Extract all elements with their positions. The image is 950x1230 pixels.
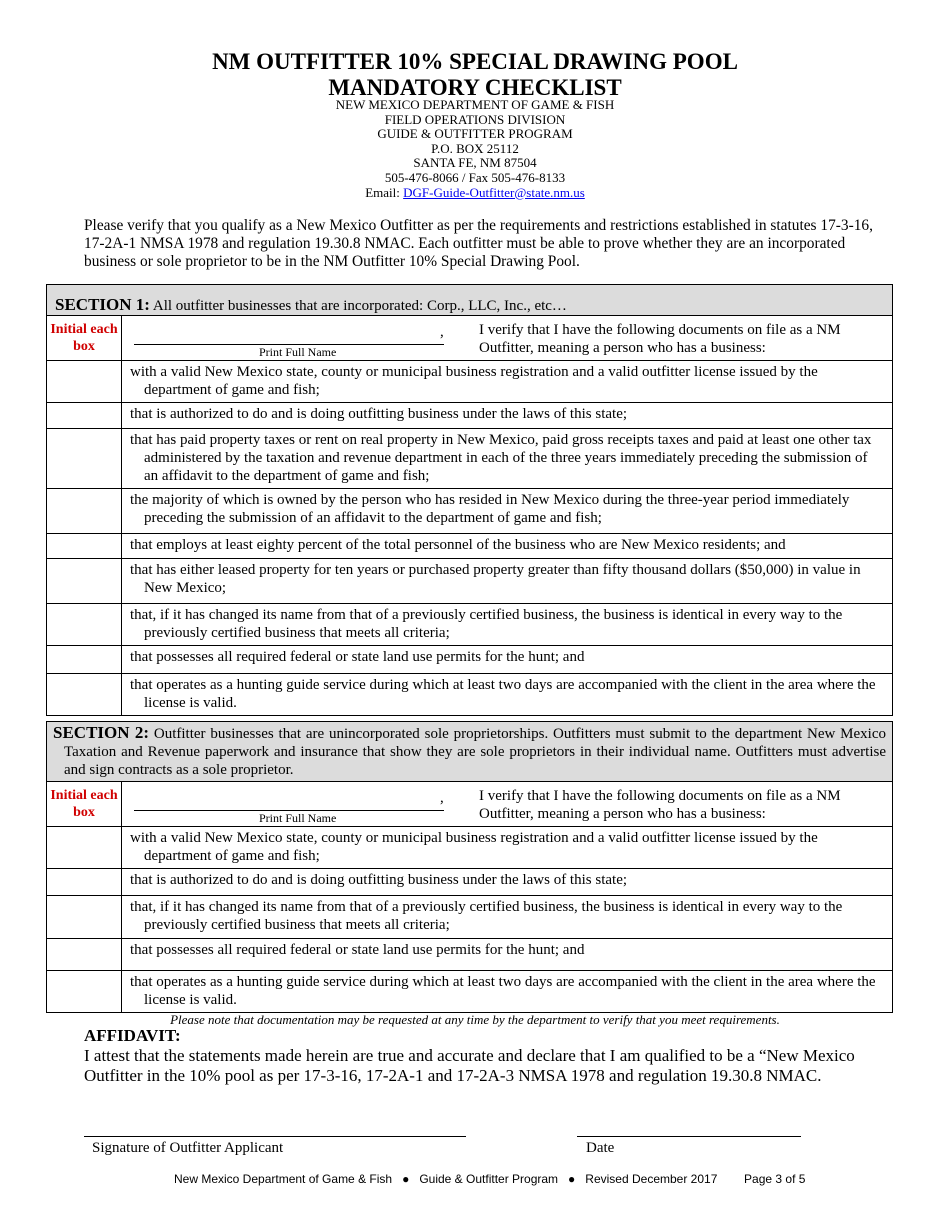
section2-description: Outfitter businesses that are unincorporated sole proprietorships. Outfitters must submit to the department New Mexico Taxation and Revenue paperwork and insurance that show they are sole proprietors in their individual name. Outfitters must advertise and sign contracts as a sole proprietor. xyxy=(64,726,887,778)
signature-label: Signature of Outfitter Applicant xyxy=(92,1140,284,1156)
email-label: Email: xyxy=(365,184,404,200)
section2-header xyxy=(47,722,893,782)
section1-table xyxy=(46,284,893,716)
intro-paragraph: Please verify that you qualify as a New Mexico Outfitter as per the requirements and restrictions established in statutes 17-3-16, 17-2A-1 NMSA 1978 and regulation 19.30.8 NMAC. Each outfitter must be able to prove whether they are an incorporated business or sole proprietor to be in the NM Outfitter 10% Special Drawing Pool. xyxy=(84,217,873,270)
signature-line[interactable] xyxy=(84,1136,466,1137)
initial-header: Initial each box xyxy=(47,316,122,361)
date-label: Date xyxy=(586,1140,615,1156)
section1-description: All outfitter businesses that are incorporated: Corp., LLC, Inc., etc… xyxy=(152,298,567,314)
documentation-note: Please note that documentation may be requested at any time by the department to verify that you meet requirements. xyxy=(170,1012,780,1027)
date-line[interactable] xyxy=(577,1136,801,1137)
initial-box[interactable] xyxy=(47,559,122,604)
initial-box[interactable] xyxy=(47,489,122,534)
print-full-name-label: Print Full Name xyxy=(259,811,337,825)
checklist-item: that employs at least eighty percent of the total personnel of the business who are New Mexico residents; and xyxy=(122,534,893,559)
address-line: GUIDE & OUTFITTER PROGRAM xyxy=(377,126,573,142)
initial-box[interactable] xyxy=(47,896,122,939)
initial-box[interactable] xyxy=(47,534,122,559)
initial-box[interactable] xyxy=(47,674,122,716)
checklist-item: that operates as a hunting guide service during which at least two days are accompanied with the client in the area where the license is valid. xyxy=(122,674,893,716)
checklist-item: with a valid New Mexico state, county or municipal business registration and a valid outfitter license issued by the department of game and fish; xyxy=(122,827,893,869)
address-line: FIELD OPERATIONS DIVISION xyxy=(384,111,566,127)
checklist-item: that, if it has changed its name from that of a previously certified business, the business is identical in every way to the previously certified business that meets all criteria; xyxy=(122,604,893,646)
section2-label: SECTION 2: xyxy=(53,723,150,742)
verify-text: I verify that I have the following documents on file as a NM Outfitter, meaning a person who has a business: xyxy=(479,788,841,822)
checklist-item: with a valid New Mexico state, county or municipal business registration and a valid outfitter license issued by the department of game and fish; xyxy=(122,361,893,403)
affidavit-text: I attest that the statements made herein are true and accurate and declare that I am qualified to be a “New Mexico Outfitter in the 10% pool as per 17-3-16, 17-2A-1 and 17-2A-3 NMSA 1978 and regulation 19.30.8 NMAC. xyxy=(84,1046,855,1085)
section2-table xyxy=(46,721,893,1013)
address-line: P.O. BOX 25112 xyxy=(431,140,519,156)
page-footer: New Mexico Department of Game & Fish ● Guide & Outfitter Program ● Revised December 2017 Page 3 of 5 xyxy=(174,1172,806,1186)
section1-label: SECTION 1: xyxy=(55,295,150,314)
form-subtitle: MANDATORY CHECKLIST xyxy=(328,75,622,100)
comma: , xyxy=(440,324,444,340)
initial-box[interactable] xyxy=(47,646,122,674)
checklist-item: that operates as a hunting guide service during which at least two days are accompanied with the client in the area where the license is valid. xyxy=(122,971,893,1013)
email-link[interactable]: DGF-Guide-Outfitter@state.nm.us xyxy=(403,184,585,200)
initial-box[interactable] xyxy=(47,429,122,489)
checklist-item: that is authorized to do and is doing outfitting business under the laws of this state; xyxy=(122,403,893,429)
name-row xyxy=(122,316,893,361)
name-row xyxy=(122,782,893,827)
address-line: 505-476-8066 / Fax 505-476-8133 xyxy=(384,169,566,185)
initial-box[interactable] xyxy=(47,971,122,1013)
checklist-item: that possesses all required federal or state land use permits for the hunt; and xyxy=(122,939,893,971)
email-line xyxy=(0,186,950,201)
comma: , xyxy=(440,790,444,806)
checklist-item: that has either leased property for ten years or purchased property greater than fifty thousand dollars ($50,000) in value in New Mexico; xyxy=(122,559,893,604)
address-line: NEW MEXICO DEPARTMENT OF GAME & FISH xyxy=(335,97,615,112)
initial-header: Initial each box xyxy=(47,782,122,827)
initial-box[interactable] xyxy=(47,403,122,429)
checklist-item: that has paid property taxes or rent on real property in New Mexico, paid gross receipts taxes and paid at least one other tax administered by the taxation and revenue department in each of the three years immediately preceding the submission of an affidavit to the department of game and fish; xyxy=(122,429,893,489)
affidavit-title: AFFIDAVIT: xyxy=(84,1026,181,1045)
form-title: NM OUTFITTER 10% SPECIAL DRAWING POOL xyxy=(212,49,738,74)
initial-box[interactable] xyxy=(47,869,122,896)
checklist-item: the majority of which is owned by the person who has resided in New Mexico during the three-year period immediately preceding the submission of an affidavit to the department of game and fish; xyxy=(122,489,893,534)
checklist-item: that, if it has changed its name from that of a previously certified business, the business is identical in every way to the previously certified business that meets all criteria; xyxy=(122,896,893,939)
verify-text: I verify that I have the following documents on file as a NM Outfitter, meaning a person who has a business: xyxy=(479,322,841,356)
initial-box[interactable] xyxy=(47,939,122,971)
address-line: SANTA FE, NM 87504 xyxy=(413,155,537,171)
section1-header xyxy=(47,285,893,316)
checklist-item: that is authorized to do and is doing outfitting business under the laws of this state; xyxy=(122,869,893,896)
initial-box[interactable] xyxy=(47,604,122,646)
initial-box[interactable] xyxy=(47,827,122,869)
initial-box[interactable] xyxy=(47,361,122,403)
print-full-name-label: Print Full Name xyxy=(259,345,337,359)
checklist-item: that possesses all required federal or state land use permits for the hunt; and xyxy=(122,646,893,674)
agency-address xyxy=(0,98,950,200)
